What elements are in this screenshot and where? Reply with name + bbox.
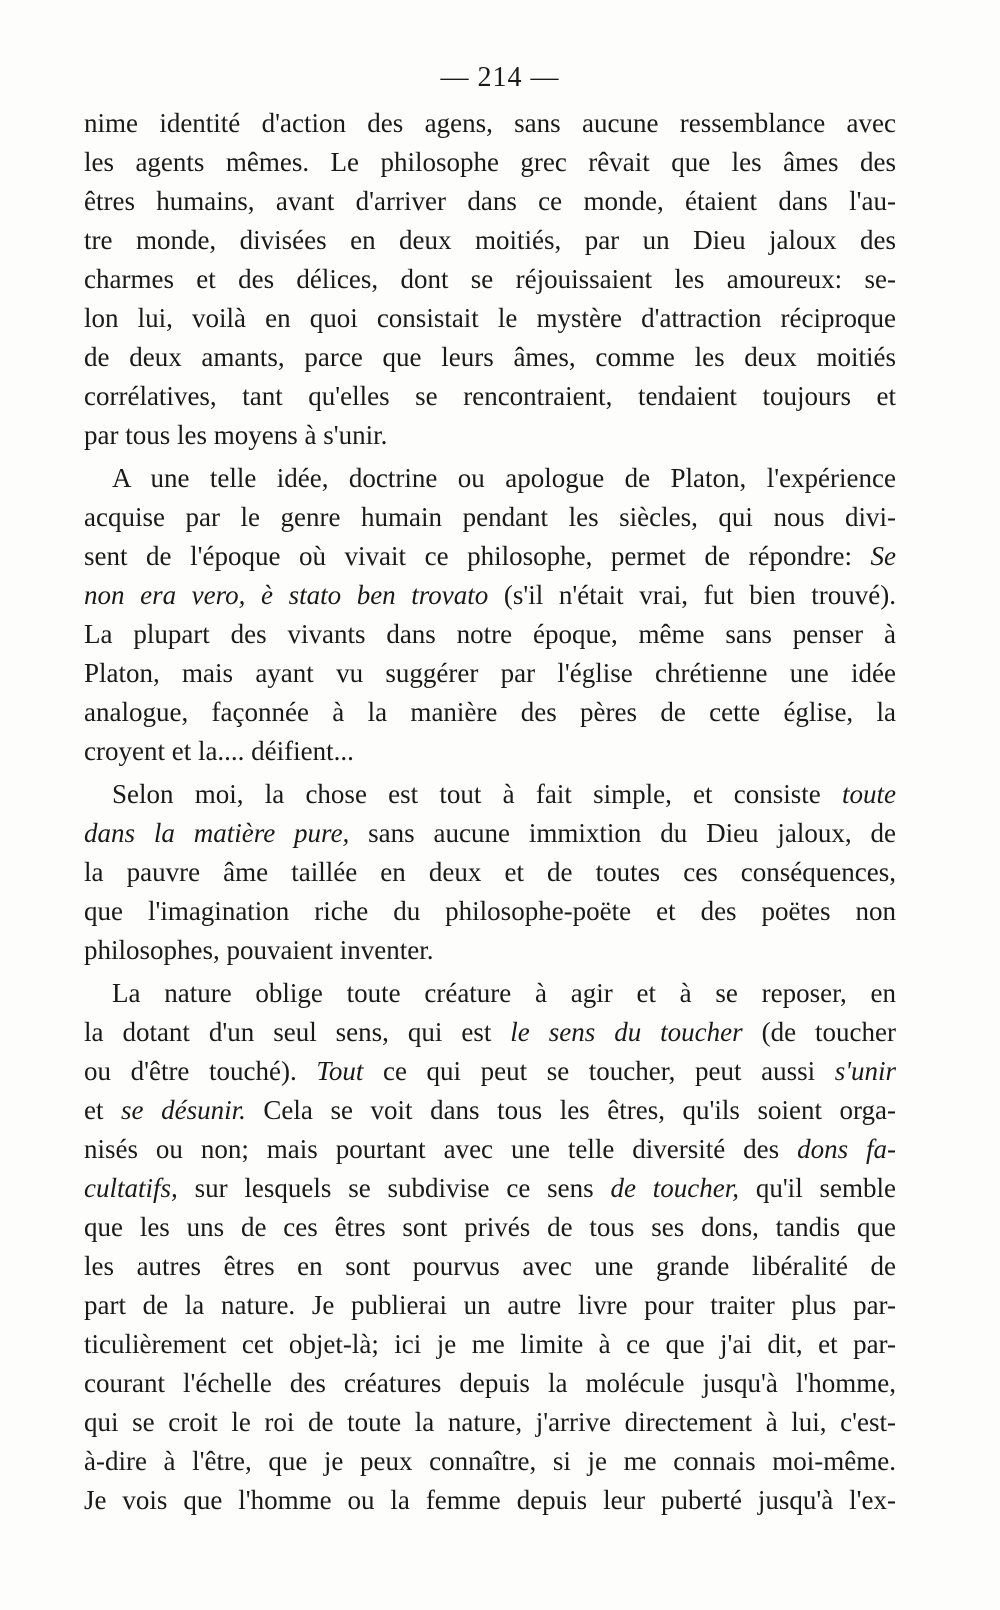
text-segment: qu'il semble <box>739 1173 896 1203</box>
text-line <box>84 853 896 892</box>
text-segment: les autres êtres en sont pourvus avec une grande libéralité de <box>84 1251 896 1281</box>
text-line <box>84 1091 896 1130</box>
italic-segment: de toucher, <box>610 1173 739 1203</box>
text-line <box>84 814 896 853</box>
text-line <box>84 654 896 693</box>
text-segment: A une telle idée, doctrine ou apologue de Platon, l'expérience <box>112 463 896 493</box>
text-line <box>84 260 896 299</box>
text-segment: qui se croit le roi de toute la nature, j'arrive directement à lui, c'est- <box>84 1407 896 1437</box>
text-line <box>84 182 896 221</box>
text-line <box>84 732 896 771</box>
text-segment: lon lui, voilà en quoi consistait le mystère d'attraction réciproque <box>84 303 896 333</box>
text-line <box>84 221 896 260</box>
text-segment: tre monde, divisées en deux moitiés, par un Dieu jaloux des <box>84 225 896 255</box>
text-line <box>84 338 896 377</box>
text-segment: acquise par le genre humain pendant les siècles, qui nous divi- <box>84 502 896 532</box>
text-line <box>84 1442 896 1481</box>
text-segment: êtres humains, avant d'arriver dans ce monde, étaient dans l'au- <box>84 186 896 216</box>
body-text <box>84 104 896 1520</box>
italic-segment: toute <box>842 779 896 809</box>
italic-segment: le sens du toucher <box>510 1017 743 1047</box>
text-line <box>84 1052 896 1091</box>
text-segment: La nature oblige toute créature à agir et à se reposer, en <box>112 978 896 1008</box>
text-line <box>84 1325 896 1364</box>
text-line <box>84 459 896 498</box>
text-line <box>84 537 896 576</box>
text-segment: ou d'être touché). <box>84 1056 317 1086</box>
text-segment: sent de l'époque où vivait ce philosophe, permet de répondre: <box>84 541 871 571</box>
text-segment: sans aucune immixtion du Dieu jaloux, de <box>349 818 896 848</box>
italic-segment: se désunir. <box>121 1095 246 1125</box>
text-segment: charmes et des délices, dont se réjouissaient les amoureux: se- <box>84 264 896 294</box>
text-segment: croyent et la.... déifient... <box>84 736 354 766</box>
text-segment: Cela se voit dans tous les êtres, qu'ils soient orga- <box>245 1095 896 1125</box>
text-line <box>84 576 896 615</box>
text-segment: philosophes, pouvaient inventer. <box>84 935 434 965</box>
text-line <box>84 1481 896 1520</box>
text-line <box>84 615 896 654</box>
text-segment: Je vois que l'homme ou la femme depuis leur puberté jusqu'à l'ex- <box>84 1485 896 1515</box>
italic-segment: cultatifs, <box>84 1173 178 1203</box>
text-segment: nisés ou non; mais pourtant avec une telle diversité des <box>84 1134 798 1164</box>
text-segment: courant l'échelle des créatures depuis la molécule jusqu'à l'homme, <box>84 1368 896 1398</box>
text-line <box>84 693 896 732</box>
text-line <box>84 1169 896 1208</box>
text-segment: nime identité d'action des agens, sans aucune ressemblance avec <box>84 108 896 138</box>
text-segment: sur lesquels se subdivise ce sens <box>177 1173 611 1203</box>
text-line <box>84 1403 896 1442</box>
text-segment: de deux amants, parce que leurs âmes, comme les deux moitiés <box>84 342 896 372</box>
text-segment: et <box>84 1095 122 1125</box>
text-segment: Platon, mais ayant vu suggérer par l'église chrétienne une idée <box>84 658 896 688</box>
text-line <box>84 775 896 814</box>
text-segment: la pauvre âme taillée en deux et de toutes ces conséquences, <box>84 857 896 887</box>
text-line <box>84 416 896 455</box>
text-line <box>84 1130 896 1169</box>
text-line <box>84 1208 896 1247</box>
text-line <box>84 1286 896 1325</box>
text-segment: par tous les moyens à s'unir. <box>84 420 388 450</box>
text-segment: les agents mêmes. Le philosophe grec rêvait que les âmes des <box>84 147 896 177</box>
text-line <box>84 1364 896 1403</box>
text-line <box>84 1013 896 1052</box>
text-line <box>84 104 896 143</box>
text-segment: que les uns de ces êtres sont privés de tous ses dons, tandis que <box>84 1212 896 1242</box>
text-segment: la dotant d'un seul sens, qui est <box>84 1017 511 1047</box>
text-segment: ce qui peut se toucher, peut aussi <box>363 1056 835 1086</box>
italic-segment: Tout <box>316 1056 364 1086</box>
text-segment: analogue, façonnée à la manière des pères de cette église, la <box>84 697 896 727</box>
text-segment: part de la nature. Je publierai un autre livre pour traiter plus par- <box>84 1290 896 1320</box>
text-segment: Selon moi, la chose est tout à fait simple, et consiste <box>112 779 842 809</box>
text-segment: que l'imagination riche du philosophe-poëte et des poëtes non <box>84 896 896 926</box>
italic-segment: non era vero, è stato ben trovato <box>84 580 489 610</box>
italic-segment: dans la matière pure, <box>84 818 350 848</box>
text-segment: corrélatives, tant qu'elles se rencontraient, tendaient toujours et <box>84 381 896 411</box>
text-line <box>84 931 896 970</box>
text-line <box>84 377 896 416</box>
text-segment: (s'il n'était vrai, fut bien trouvé). <box>488 580 896 610</box>
text-line <box>84 892 896 931</box>
text-segment: La plupart des vivants dans notre époque, même sans penser à <box>84 619 896 649</box>
text-line <box>84 143 896 182</box>
text-line <box>84 299 896 338</box>
italic-segment: Se <box>870 541 896 571</box>
page-number: — 214 — <box>440 62 560 93</box>
italic-segment: s'unir <box>834 1056 896 1086</box>
text-line <box>84 974 896 1013</box>
italic-segment: dons fa- <box>797 1134 897 1164</box>
text-segment: à-dire à l'être, que je peux connaître, si je me connais moi-même. <box>84 1446 896 1476</box>
text-line <box>84 1247 896 1286</box>
text-line <box>84 498 896 537</box>
text-segment: ticulièrement cet objet-là; ici je me limite à ce que j'ai dit, et par- <box>84 1329 896 1359</box>
text-segment: (de toucher <box>742 1017 896 1047</box>
